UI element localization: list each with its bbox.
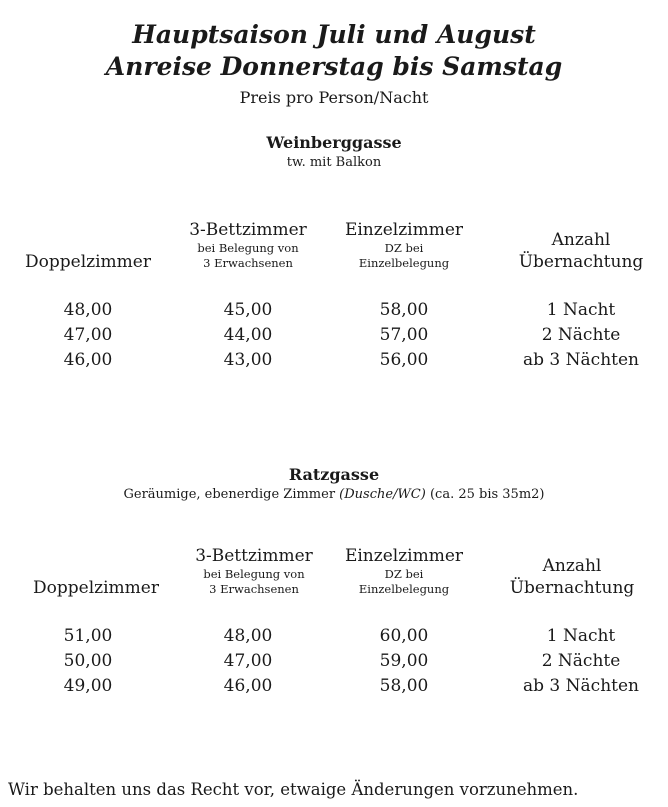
col-header-triple: [168, 219, 328, 271]
section-note: [0, 155, 668, 170]
table-cell: 2 Nächte: [541, 651, 621, 671]
page-title-line-2: Anreise Donnerstag bis Samstag: [105, 52, 563, 81]
col-values-single: [330, 624, 478, 699]
col-header-triple: [174, 545, 334, 597]
section-title: Weinberggasse: [266, 133, 402, 152]
table-cell: 1 Nacht: [546, 626, 616, 646]
col-header-single-sub2: Einzelbelegung: [358, 582, 450, 596]
table-cell: 47,00: [223, 651, 273, 671]
table-cell: 48,00: [63, 300, 113, 320]
table-cell: 60,00: [379, 626, 429, 646]
col-header-triple-sub1: bei Belegung von: [203, 567, 305, 581]
col-header-triple-sub2: 3 Erwachsenen: [209, 582, 299, 596]
page-title-line-1: Hauptsaison Juli und August: [132, 20, 536, 49]
table-cell: 2 Nächte: [541, 325, 621, 345]
col-values-double: [18, 624, 158, 699]
table-cell: 49,00: [63, 676, 113, 696]
col-header-triple-sub1: bei Belegung von: [197, 241, 299, 255]
table-cell: 50,00: [63, 651, 113, 671]
table-cell: 46,00: [223, 676, 273, 696]
col-values-double: [18, 298, 158, 373]
table-cell: 59,00: [379, 651, 429, 671]
table-cell: ab 3 Nächten: [523, 350, 639, 370]
col-header-nights-line2: Übernachtung: [509, 578, 635, 598]
section-title: Ratzgasse: [288, 465, 380, 484]
table-cell: 56,00: [379, 350, 429, 370]
table-cell: 48,00: [223, 626, 273, 646]
table-cell: 44,00: [223, 325, 273, 345]
col-header-nights: [496, 555, 648, 599]
col-header-single-sub1: DZ bei: [384, 241, 424, 255]
col-header-nights-line1: Anzahl: [542, 556, 602, 576]
table-cell: 1 Nacht: [546, 300, 616, 320]
col-values-single: [330, 298, 478, 373]
col-header-single-sub2: Einzelbelegung: [358, 256, 450, 270]
col-header-triple-title: 3-Bettzimmer: [189, 220, 307, 240]
col-header-double: Doppelzimmer: [25, 252, 151, 272]
table-cell: 51,00: [63, 626, 113, 646]
col-values-triple: [168, 624, 328, 699]
col-values-triple: [168, 298, 328, 373]
section-note-emphasis: (Dusche/WC): [339, 487, 426, 502]
col-header-nights-line2: Übernachtung: [518, 252, 644, 272]
page-subtitle: Preis pro Person/Nacht: [239, 88, 429, 107]
col-header-triple-sub2: 3 Erwachsenen: [203, 256, 293, 270]
table-cell: 57,00: [379, 325, 429, 345]
col-header-triple-title: 3-Bettzimmer: [195, 546, 313, 566]
table-cell: 45,00: [223, 300, 273, 320]
col-header-single: [330, 545, 478, 597]
section-note-extra: (ca. 25 bis 35m2): [425, 487, 545, 502]
col-header-double: Doppelzimmer: [33, 578, 159, 598]
col-header-single-title: Einzelzimmer: [344, 220, 464, 240]
section-note-text: tw. mit Balkon: [286, 155, 382, 170]
col-values-nights: [505, 298, 657, 373]
col-header-single-sub1: DZ bei: [384, 567, 424, 581]
section-note-text: Geräumige, ebenerdige Zimmer: [123, 487, 340, 502]
table-cell: 47,00: [63, 325, 113, 345]
col-header-single: [330, 219, 478, 271]
footer-disclaimer: Wir behalten uns das Recht vor, etwaige Änderungen vorzunehmen.: [8, 780, 579, 799]
col-header-single-title: Einzelzimmer: [344, 546, 464, 566]
col-values-nights: [505, 624, 657, 699]
col-header-nights-line1: Anzahl: [551, 230, 611, 250]
table-cell: ab 3 Nächten: [523, 676, 639, 696]
table-cell: 58,00: [379, 300, 429, 320]
table-cell: 58,00: [379, 676, 429, 696]
col-header-nights: [505, 229, 657, 273]
table-cell: 46,00: [63, 350, 113, 370]
table-cell: 43,00: [223, 350, 273, 370]
section-note: [0, 487, 668, 502]
